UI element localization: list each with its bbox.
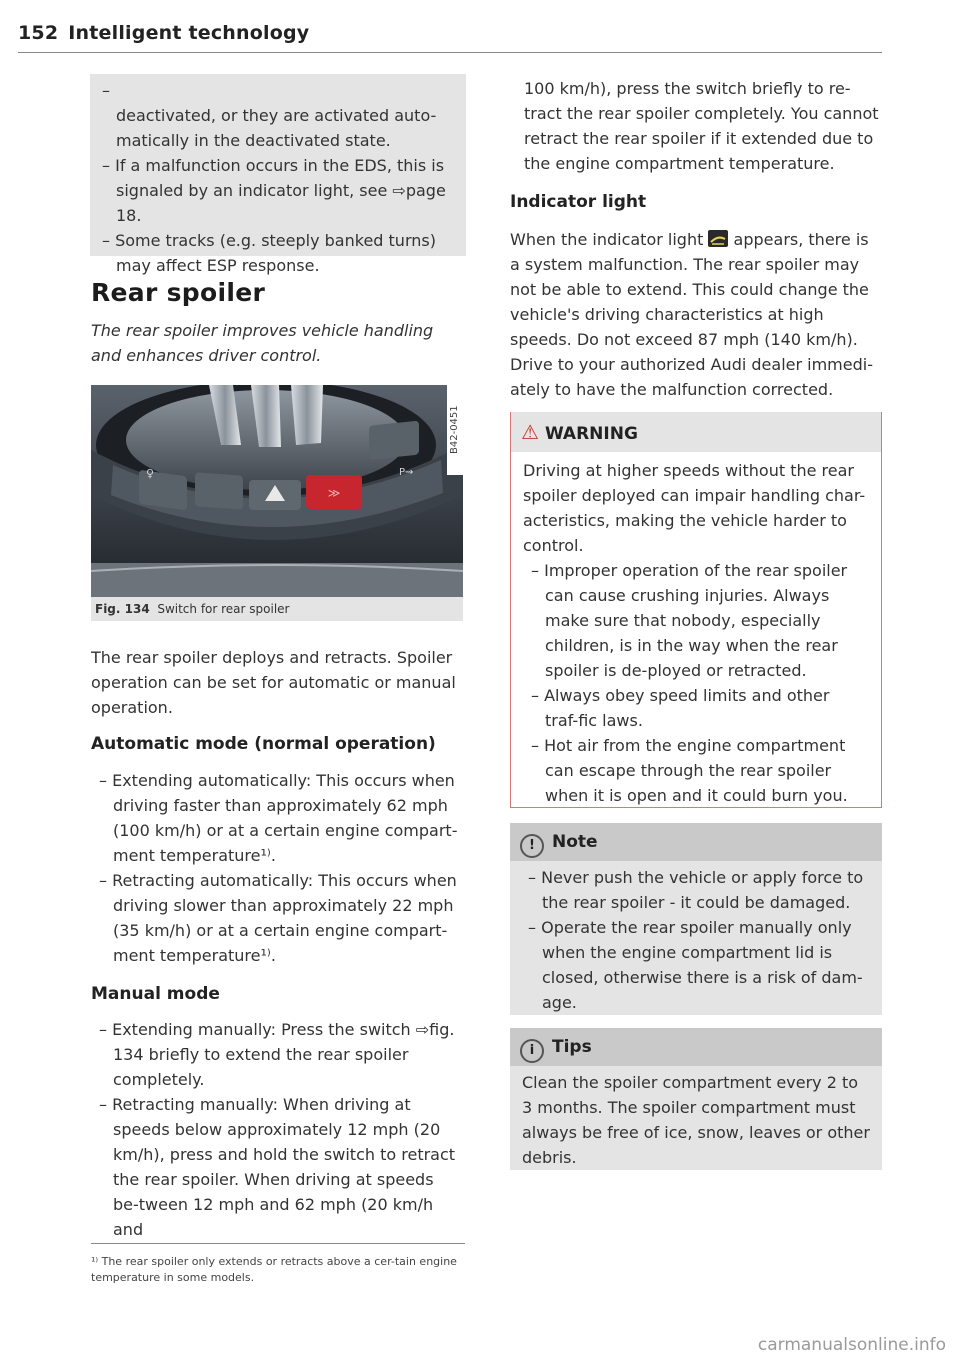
- figure-label: Fig. 134: [95, 602, 150, 616]
- list-item: – If a malfunction occurs in the EDS, this is signaled by an indicator light, see ⇨page 18.: [94, 153, 454, 228]
- note-body: [510, 861, 882, 1015]
- svg-text:≫: ≫: [327, 486, 341, 500]
- list-item: – Operate the rear spoiler manually only when the engine compartment lid is closed, otherwise there is a risk of dam-age.: [520, 915, 870, 1015]
- tips-text: Clean the spoiler compartment every 2 to 3 months. The spoiler compartment must always be free of ice, snow, leaves or other debris.: [522, 1073, 870, 1167]
- section-heading: Rear spoiler: [91, 278, 266, 307]
- warning-header: [511, 412, 881, 452]
- spoiler-warning-icon: [708, 230, 728, 247]
- footnote: ¹⁾ The rear spoiler only extends or retracts above a cer-tain engine temperature in some models.: [91, 1255, 457, 1284]
- list-item: – Extending automatically: This occurs when driving faster than approximately 62 mph (100 km/h) or at a certain engine compart-ment temperature¹⁾.: [91, 768, 463, 868]
- indicator-paragraph: When the indicator light appears, there is a system malfunction. The rear spoiler may not be able to extend. This could change the vehicle's driving characteristics at high speeds. Do not exceed 87 mph (140 km/h). Drive to your authorized Audi dealer immedi-ately to have the malfunction corrected.: [510, 230, 873, 399]
- tips-title: Tips: [552, 1037, 592, 1057]
- manual-mode-list: [91, 1017, 463, 1242]
- note-header: [510, 823, 882, 861]
- auto-mode-list: [91, 768, 463, 968]
- warning-title: WARNING: [544, 424, 638, 444]
- list-item: – Some tracks (e.g. steeply banked turns) may affect ESP response.: [94, 228, 454, 278]
- list-item: – Never push the vehicle or apply force to the rear spoiler - it could be damaged.: [520, 865, 870, 915]
- esp-notes-box: [90, 74, 466, 275]
- note-icon: !: [520, 834, 544, 858]
- figure-caption-text: Switch for rear spoiler: [157, 602, 290, 616]
- list-item: – Improper operation of the rear spoiler can cause crushing injuries. Always make sure that nobody, especially children, is in the way when the rear spoiler is de-ployed or retracted.: [523, 558, 867, 683]
- info-icon: i: [520, 1039, 544, 1063]
- figure-caption: [91, 597, 463, 621]
- page-header: [18, 22, 309, 44]
- list-item: – Extending manually: Press the switch ⇨fig. 134 briefly to extend the rear spoiler completely.: [91, 1017, 463, 1092]
- warning-body: [511, 452, 881, 808]
- spoiler-paragraph: The rear spoiler deploys and retracts. Spoiler operation can be set for automatic or manual operation.: [91, 648, 456, 717]
- header-rule: [18, 52, 882, 53]
- section-title: Intelligent technology: [68, 22, 310, 44]
- tips-body: [510, 1066, 882, 1170]
- svg-text:P⇝: P⇝: [399, 467, 414, 478]
- watermark: carmanualsonline.info: [757, 1335, 946, 1355]
- footnote-rule: [91, 1243, 465, 1244]
- warning-list: [523, 558, 867, 808]
- list-item: – Always obey speed limits and other traf-fic laws.: [523, 683, 867, 733]
- figure-code: B42-0451: [447, 385, 463, 475]
- page-number: 152: [18, 22, 59, 44]
- warning-text: Driving at higher speeds without the rear spoiler deployed can impair handling char-acteristics, making the vehicle harder to control.: [523, 461, 866, 555]
- warning-box: [510, 412, 882, 808]
- figure-134: [91, 385, 463, 597]
- note-list: [520, 865, 870, 1015]
- warning-triangle-icon: ⚠: [521, 420, 539, 444]
- note-title: Note: [552, 832, 598, 852]
- list-item: – deactivated, or they are activated auto-matically in the deactivated state.: [94, 78, 454, 153]
- svg-text:♀: ♀: [146, 467, 155, 480]
- manual-mode-heading: Manual mode: [91, 984, 220, 1004]
- spoiler-switch-illustration: [91, 385, 463, 597]
- tips-header: [510, 1028, 882, 1066]
- indicator-heading: Indicator light: [510, 192, 647, 212]
- retract-continuation: 100 km/h), press the switch briefly to re-tract the rear spoiler completely. You cannot retract the rear spoiler if it extended due to the engine compartment temperature.: [524, 79, 879, 173]
- section-intro: The rear spoiler improves vehicle handling and enhances driver control.: [91, 321, 434, 365]
- auto-mode-heading: Automatic mode (normal operation): [91, 734, 436, 754]
- list-item: – Hot air from the engine compartment can escape through the rear spoiler when it is open and it could burn you.: [523, 733, 867, 808]
- list-item: – Retracting automatically: This occurs when driving slower than approximately 22 mph (35 km/h) or at a certain engine compart-ment temperature¹⁾.: [91, 868, 463, 968]
- list-item: – Retracting manually: When driving at speeds below approximately 12 mph (20 km/h), press and hold the switch to retract the rear spoiler. When driving at speeds be-tween 12 mph and 62 mph (20 km/h and: [91, 1092, 463, 1242]
